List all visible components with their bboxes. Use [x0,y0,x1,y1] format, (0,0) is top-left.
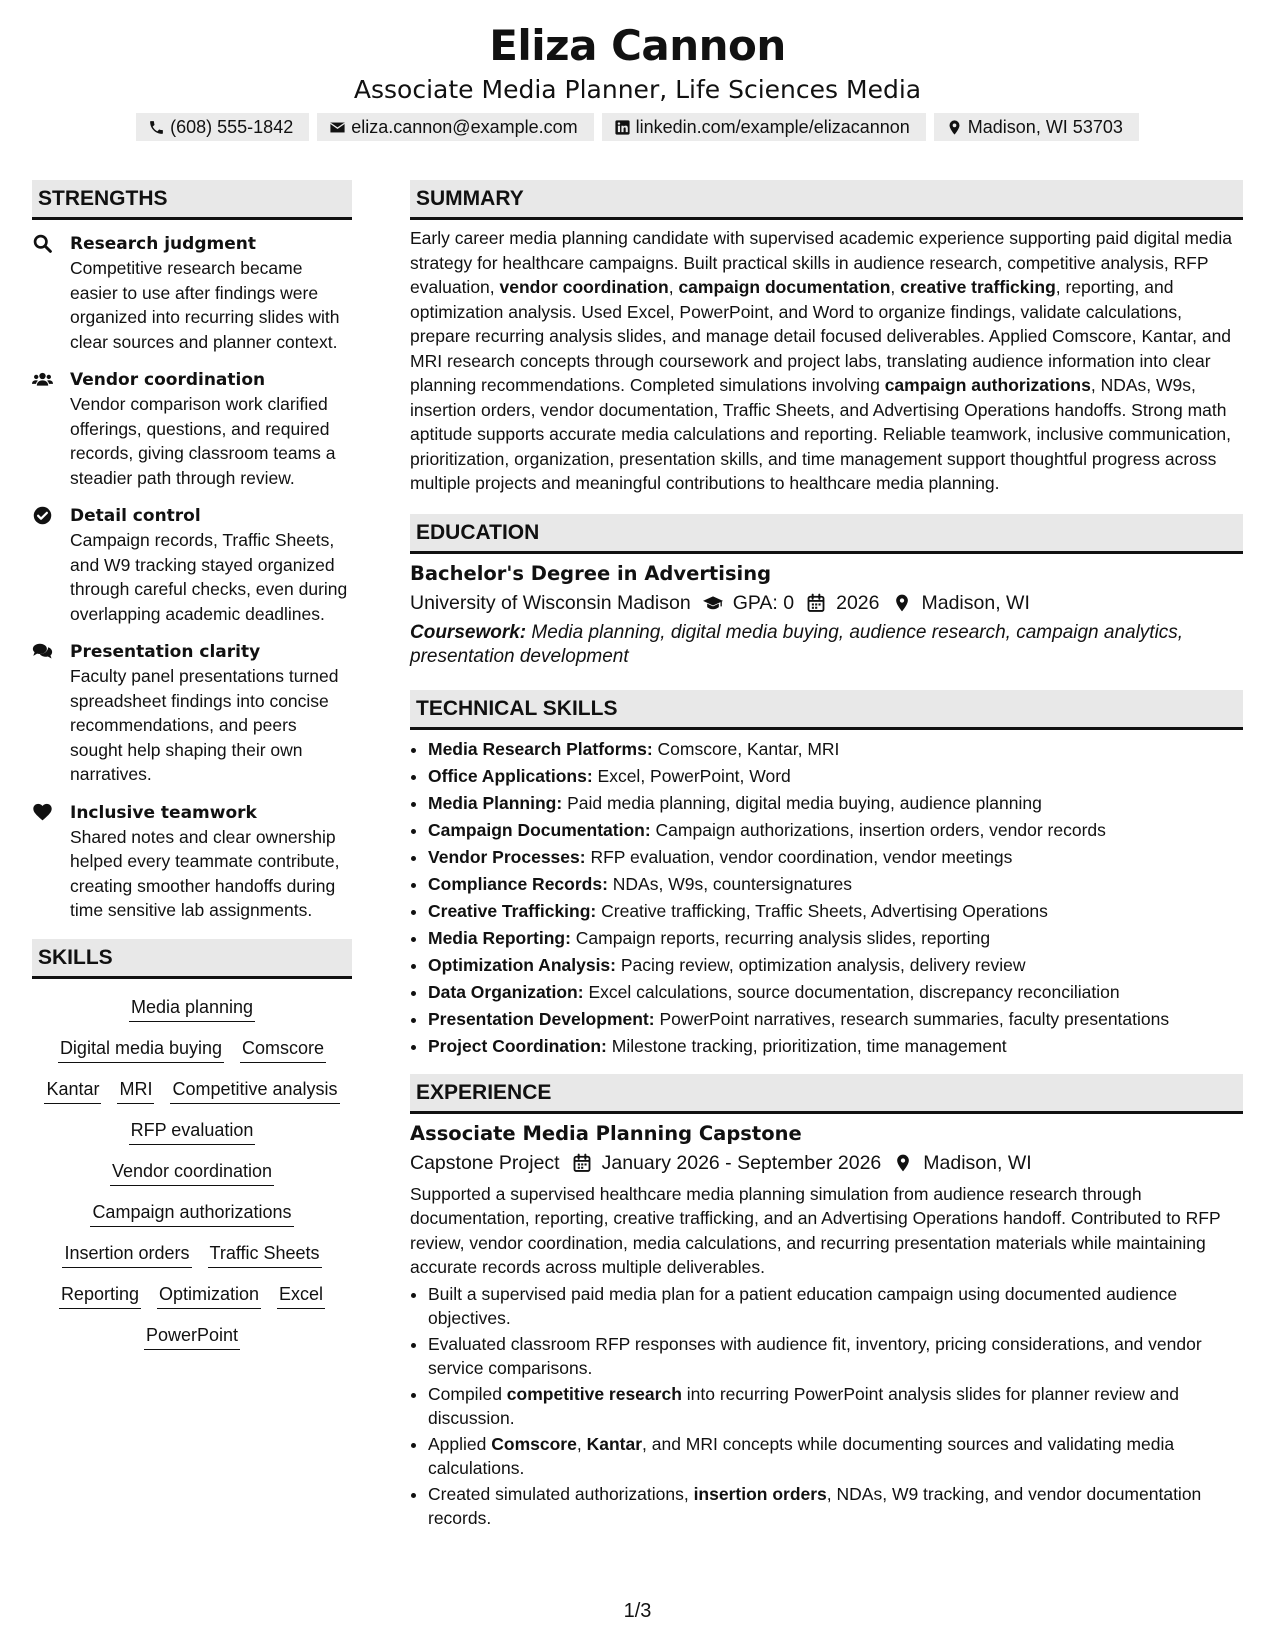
experience-meta [410,1148,1243,1178]
summary-text: Early career media planning candidate with supervised academic experience supporting paid digital media strategy for healthcare campaigns. Built practical skills in audience research, competitive analysis, RFP evaluation, vendor coordination, campaign documentation, creative trafficking, reporting, and optimization analysis. Used Excel, PowerPoint, and Word to organize findings, validate calculations, prepare recurring analysis slides, and manage detail focused deliverables. Applied Comscore, Kantar, and MRI research concepts through coursework and project labs, translating audience information into clear planning recommendations. Completed simulations involving campaign authorizations, NDAs, W9s, insertion orders, vendor documentation, Traffic Sheets, and Advertising Operations handoffs. Strong math aptitude supports accurate media calculations and reporting. Reliable teamwork, inclusive communication, prioritization, organization, presentation skills, and time management support thoughtful progress across multiple projects and meaningful contributions to healthcare media planning. [410,228,1233,493]
graduation-year: 2026 [836,591,880,614]
list-item: • Applied Comscore, Kantar, and MRI concepts while documenting sources and validating media calculations. [428,1432,1243,1481]
skills-section [32,939,352,1350]
strength-desc: Competitive research became easier to use after findings were organized into recurring slides with clear sources and planner context. [70,258,340,352]
contact-email[interactable] [317,113,593,141]
technical-skills-heading: TECHNICAL SKILLS [410,690,1243,730]
strength-title: Inclusive teamwork [70,802,257,823]
role-title: Associate Media Planning Capstone [410,1121,802,1145]
map-pin-icon [946,119,963,136]
contact-location [934,113,1139,141]
left-column [32,180,352,1532]
skill-tags [32,995,352,1350]
skill-tag: Reporting [59,1282,141,1309]
phone-text: (608) 555-1842 [170,117,294,137]
users-icon [32,369,53,390]
list-item: • Media Planning: Paid media planning, digital media buying, audience planning [428,790,1243,817]
list-item: • Vendor Processes: RFP evaluation, vendor coordination, vendor meetings [428,844,1243,871]
gpa: GPA: 0 [732,591,795,614]
list-item: • Compliance Records: NDAs, W9s, countersignatures [428,871,1243,898]
list-item: • Presentation Development: PowerPoint narratives, research summaries, faculty presentations [428,1006,1243,1033]
linkedin-text[interactable]: linkedin.com/example/elizacannon [635,117,910,137]
contact-linkedin[interactable] [602,113,926,141]
strength-item [32,640,352,787]
strength-desc: Shared notes and clear ownership helped every teammate contribute, creating smoother handoffs during time sensitive lab assignments. [70,826,340,920]
phone-icon [148,119,165,136]
list-item: • Created simulated authorizations, insertion orders, NDAs, W9 tracking, and vendor documentation records. [428,1482,1243,1531]
strength-desc: Vendor comparison work clarified offerings, questions, and required records, giving classroom teams a steadier path through review. [70,394,336,488]
skill-tag: Comscore [240,1036,326,1063]
strength-desc: Campaign records, Traffic Sheets, and W9 tracking stayed organized through careful checks, even during overlapping academic deadlines. [70,530,348,624]
resume-header [0,0,1275,141]
list-item: • Evaluated classroom RFP responses with audience fit, inventory, pricing considerations, and vendor service comparisons. [428,1332,1243,1381]
skill-tag: Vendor coordination [110,1159,274,1186]
heart-icon [32,802,53,823]
skill-tag: Optimization [157,1282,261,1309]
list-item: • Data Organization: Excel calculations, source documentation, discrepancy reconciliation [428,979,1243,1006]
education-heading: EDUCATION [410,514,1243,554]
page-number: 1/3 [623,1600,652,1622]
linkedin-icon [614,119,631,136]
skill-tag: Insertion orders [62,1241,191,1268]
skills-heading: SKILLS [32,939,352,979]
strength-title: Presentation clarity [70,642,261,662]
strength-item [32,368,352,490]
list-item: • Creative Trafficking: Creative trafficking, Traffic Sheets, Advertising Operations [428,898,1243,925]
map-pin-icon [893,1153,913,1173]
education-location: Madison, WI [921,591,1030,614]
coursework [410,621,1243,670]
skill-tag: Competitive analysis [170,1077,339,1104]
experience-heading: EXPERIENCE [410,1074,1243,1114]
organization: Capstone Project [410,1151,560,1174]
list-item: • Built a supervised paid media plan for a patient education campaign using documented audience objectives. [428,1282,1243,1331]
experience-section [410,1074,1243,1531]
list-item: • Media Research Platforms: Comscore, Kantar, MRI [428,736,1243,763]
candidate-name: Eliza Cannon [489,21,786,70]
right-column [410,180,1243,1532]
list-item: • Campaign Documentation: Campaign authorizations, insertion orders, vendor records [428,817,1243,844]
education-meta [410,588,1243,618]
calendar-icon [572,1153,592,1173]
experience-bullets [410,1282,1243,1531]
experience-location: Madison, WI [923,1151,1032,1174]
technical-skills-section [410,690,1243,1060]
coursework-label: Coursework: [410,621,527,643]
check-circle-icon [32,505,53,526]
coursework-text: Media planning, digital media buying, audience research, campaign analytics, presentation development [410,621,1184,667]
candidate-title: Associate Media Planner, Life Sciences Media [353,75,922,104]
email-text[interactable]: eliza.cannon@example.com [351,117,578,137]
strength-desc: Faculty panel presentations turned spreadsheet findings into concise recommendations, and peers sought help shaping their own narratives. [70,666,339,784]
skill-tag: Campaign authorizations [90,1200,293,1227]
calendar-icon [806,593,826,613]
strength-title: Detail control [70,506,201,526]
experience-summary: Supported a supervised healthcare media planning simulation from audience research through documentation, reporting, creative trafficking, and an Advertising Operations handoff. Contributed to RFP review, vendor coordination, media calculations, and recurring presentation materials while maintaining accurate records across multiple deliverables. [410,1183,1221,1277]
summary-section [410,180,1243,496]
contact-bar [0,113,1275,141]
skill-tag: PowerPoint [144,1323,240,1350]
skill-tag: Media planning [129,995,255,1022]
summary-heading: SUMMARY [410,180,1243,220]
strength-title: Vendor coordination [70,370,266,390]
strength-item [32,801,352,923]
contact-phone [136,113,309,141]
location-text: Madison, WI 53703 [967,117,1123,137]
resume-body [32,180,1243,1532]
list-item: • Office Applications: Excel, PowerPoint, Word [428,763,1243,790]
technical-skills-list [410,736,1243,1060]
list-item: • Compiled competitive research into recurring PowerPoint analysis slides for planner review and discussion. [428,1382,1243,1431]
experience-dates: January 2026 - September 2026 [601,1151,882,1174]
strengths-heading: STRENGTHS [32,180,352,220]
skill-tag: Digital media buying [58,1036,224,1063]
education-section [410,514,1243,670]
degree-title: Bachelor's Degree in Advertising [410,561,772,585]
skill-tag: Traffic Sheets [208,1241,322,1268]
skill-tag: RFP evaluation [129,1118,256,1145]
graduation-cap-icon [703,593,723,613]
strength-title: Research judgment [70,234,256,254]
search-icon [32,233,53,254]
list-item: • Media Reporting: Campaign reports, recurring analysis slides, reporting [428,925,1243,952]
comments-icon [32,641,53,662]
map-pin-icon [892,593,912,613]
envelope-icon [329,119,346,136]
list-item: • Optimization Analysis: Pacing review, optimization analysis, delivery review [428,952,1243,979]
strength-item [32,504,352,626]
skill-tag: Kantar [44,1077,101,1104]
school-name: University of Wisconsin Madison [410,591,691,614]
skill-tag: Excel [277,1282,325,1309]
strengths-section [32,180,352,923]
strength-item [32,232,352,354]
skill-tag: MRI [117,1077,154,1104]
list-item: • Project Coordination: Milestone tracking, prioritization, time management [428,1033,1243,1060]
